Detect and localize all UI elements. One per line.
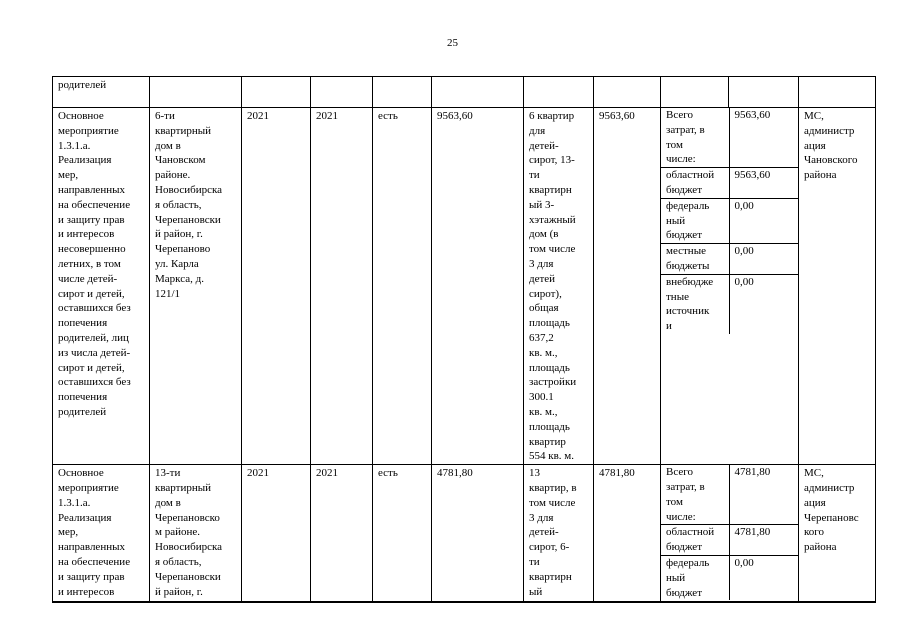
cell-year-end: 2021 <box>311 108 373 465</box>
text-line: ый 3- <box>529 198 555 211</box>
funding-source-line: Всего <box>666 466 693 479</box>
page-number: 25 <box>447 37 458 49</box>
text-line: сирот), <box>529 287 562 300</box>
text-line: родителей <box>58 405 107 418</box>
text-line: 13-ти <box>155 467 181 480</box>
funding-source-line: затрат, в <box>666 480 705 493</box>
funding-row <box>661 525 799 556</box>
cell-executor <box>799 108 876 465</box>
text-line: Основное <box>58 467 104 480</box>
funding-source-line: областной <box>666 526 715 539</box>
text-line: и защиту прав <box>58 213 125 226</box>
text-line: Новосибирска <box>155 541 223 554</box>
text-line: 3 для <box>529 257 554 270</box>
text-line: района <box>804 169 837 182</box>
table-row-top <box>53 77 876 108</box>
text-line: квартир, в <box>529 481 577 494</box>
text-line: я область, <box>155 198 202 211</box>
text-line: сирот и детей, <box>58 361 125 374</box>
text-line: детей <box>529 272 556 285</box>
text-line: Чановского <box>804 154 858 167</box>
cell-year-start: 2021 <box>242 108 311 465</box>
text-line: квартирн <box>529 570 572 583</box>
text-line: кого <box>804 526 825 539</box>
funding-row <box>661 274 799 334</box>
text-line: ул. Карла <box>155 257 199 270</box>
funding-row <box>661 465 799 525</box>
funding-source-line: бюджеты <box>666 259 710 272</box>
text-line: ация <box>804 139 826 152</box>
funding-source <box>661 198 729 243</box>
text-line: том числе <box>529 243 576 256</box>
text-line: 1.3.1.а. <box>58 496 91 509</box>
text-line: ый <box>529 585 543 598</box>
text-line: из числа детей- <box>58 346 131 359</box>
text-line: мер, <box>58 169 79 182</box>
funding-source <box>661 168 729 199</box>
text-line: администр <box>804 481 855 494</box>
text-line: направленных <box>58 183 125 196</box>
text-line: Черепановс <box>804 511 859 524</box>
program-table <box>52 76 876 603</box>
cell-availability: есть <box>373 465 432 602</box>
text-line: детей- <box>529 526 559 539</box>
text-line: сирот и детей, <box>58 287 125 300</box>
text-line: 1.3.1.а. <box>58 139 91 152</box>
text-line: квартирный <box>155 481 211 494</box>
text-line: застройки <box>529 376 577 389</box>
funding-source-line: местные <box>666 245 706 258</box>
text-line: 6 квартир <box>529 110 575 122</box>
text-line: площадь <box>529 361 570 374</box>
text-line: на обеспечение <box>58 198 131 211</box>
funding-source-line: бюджет <box>666 541 702 554</box>
cell-cost-total: 9563,60 <box>594 108 661 465</box>
text-line: 121/1 <box>155 287 181 300</box>
funding-row <box>661 244 799 275</box>
text-line: числе детей- <box>58 272 118 285</box>
text-line: сирот, 6- <box>529 541 570 554</box>
text-line: несовершенно <box>58 243 126 256</box>
cell-event-name <box>53 108 150 465</box>
funding-source-line: числе: <box>666 510 696 523</box>
text-line: квартирный <box>155 124 211 137</box>
text-line: Реализация <box>58 511 112 524</box>
text-line: направленных <box>58 541 125 554</box>
funding-source-line: ный <box>666 214 686 227</box>
text-line: дом (в <box>529 228 559 241</box>
funding-source <box>661 108 729 168</box>
text-line: Новосибирска <box>155 183 223 196</box>
text-line: оставшихся без <box>58 376 131 389</box>
cell-cost: 9563,60 <box>432 108 524 465</box>
text-line: Основное <box>58 110 104 122</box>
funding-source-line: и <box>666 320 672 333</box>
text-line: дом в <box>155 139 181 152</box>
text-line: МС, <box>804 110 824 122</box>
funding-source-line: бюджет <box>666 586 702 599</box>
text-line: районе. <box>155 169 191 182</box>
cell-funding <box>661 465 799 602</box>
text-line: ти <box>529 555 540 568</box>
text-line: ация <box>804 496 826 509</box>
funding-source-line: числе: <box>666 153 696 166</box>
table-row <box>53 108 876 465</box>
funding-row <box>661 555 799 600</box>
text-line: кв. м., <box>529 405 558 418</box>
text-line: МС, <box>804 467 824 480</box>
cell-executor <box>799 465 876 602</box>
funding-amount: 9563,60 <box>729 168 799 199</box>
cell-cost-total: 4781,80 <box>594 465 661 602</box>
text-line: попечения <box>58 317 108 330</box>
cell-description <box>524 108 594 465</box>
funding-source <box>661 555 729 600</box>
text-line: 3 для <box>529 511 554 524</box>
text-line: района <box>804 541 837 554</box>
funding-source-line: затрат, в <box>666 123 705 136</box>
cell-funding <box>661 108 799 465</box>
cell-object <box>150 465 242 602</box>
cell-description <box>524 465 594 602</box>
text-line: квартирн <box>529 183 572 196</box>
funding-row <box>661 168 799 199</box>
text-line: Черепаново <box>155 243 211 256</box>
text-line: для <box>529 124 546 137</box>
text-line: хэтажный <box>529 213 576 226</box>
funding-amount: 4781,80 <box>729 465 799 525</box>
text-line: на обеспечение <box>58 555 131 568</box>
text-line: детей- <box>529 139 559 152</box>
text-line: администр <box>804 124 855 137</box>
text-line: Черепановски <box>155 570 221 583</box>
cell-event-name <box>53 465 150 602</box>
funding-table <box>661 108 799 334</box>
funding-source-line: бюджет <box>666 229 702 242</box>
funding-amount: 4781,80 <box>729 525 799 556</box>
text-line: 300.1 <box>529 391 554 404</box>
text-line: и интересов <box>58 585 115 598</box>
text-line: 13 <box>529 467 540 480</box>
text-line: площадь <box>529 317 570 330</box>
funding-source <box>661 525 729 556</box>
text-line: попечения <box>58 391 108 404</box>
funding-amount: 0,00 <box>729 198 799 243</box>
cell-year-start: 2021 <box>242 465 311 602</box>
table-row <box>53 465 876 602</box>
funding-row <box>661 198 799 243</box>
funding-source-line: источник <box>666 305 710 318</box>
text-line: родителей <box>58 79 107 91</box>
text-line: мероприятие <box>58 124 119 137</box>
text-line: м районе. <box>155 526 200 539</box>
funding-table <box>661 465 799 600</box>
funding-source <box>661 465 729 525</box>
cell-year-end: 2021 <box>311 465 373 602</box>
text-line: й район, г. <box>155 228 203 241</box>
text-line: родителей, лиц <box>58 331 129 344</box>
text-line: Реализация <box>58 154 112 167</box>
text-line: я область, <box>155 555 202 568</box>
funding-source-line: том <box>666 495 683 508</box>
funding-source-line: федераль <box>666 556 710 569</box>
text-line: общая <box>529 302 559 315</box>
text-line: 554 кв. м. <box>529 450 574 463</box>
cell-event-continued <box>53 77 150 108</box>
funding-source <box>661 274 729 334</box>
text-line: ти <box>529 169 540 182</box>
funding-source-line: тные <box>666 290 689 303</box>
cell-availability: есть <box>373 108 432 465</box>
text-line: кв. м., <box>529 346 558 359</box>
funding-source-line: бюджет <box>666 183 702 196</box>
funding-amount: 0,00 <box>734 556 754 569</box>
funding-amount: 0,00 <box>734 275 754 288</box>
funding-source-line: федераль <box>666 199 710 212</box>
text-line: площадь <box>529 420 570 433</box>
funding-amount: 9563,60 <box>729 108 799 168</box>
funding-amount: 0,00 <box>729 244 799 275</box>
text-line: й район, г. <box>155 585 203 598</box>
text-line: летних, в том <box>58 257 121 270</box>
funding-source <box>661 244 729 275</box>
text-line: Чановском <box>155 154 206 167</box>
funding-source-line: Всего <box>666 109 693 121</box>
text-line: оставшихся без <box>58 302 131 315</box>
text-line: 637,2 <box>529 331 554 344</box>
funding-row <box>661 108 799 168</box>
text-line: Черепановски <box>155 213 221 226</box>
funding-source-line: областной <box>666 169 715 182</box>
text-line: и интересов <box>58 228 115 241</box>
cell-cost: 4781,80 <box>432 465 524 602</box>
funding-source-line: ный <box>666 571 686 584</box>
text-line: сирот, 13- <box>529 154 575 167</box>
text-line: Черепановско <box>155 511 220 524</box>
text-line: квартир <box>529 435 566 448</box>
text-line: дом в <box>155 496 181 509</box>
funding-source-line: внебюдже <box>666 275 714 288</box>
text-line: мер, <box>58 526 79 539</box>
text-line: мероприятие <box>58 481 119 494</box>
text-line: Маркса, д. <box>155 272 204 285</box>
text-line: том числе <box>529 496 576 509</box>
text-line: 6-ти <box>155 110 175 122</box>
cell-object <box>150 108 242 465</box>
funding-source-line: том <box>666 138 683 151</box>
text-line: и защиту прав <box>58 570 125 583</box>
